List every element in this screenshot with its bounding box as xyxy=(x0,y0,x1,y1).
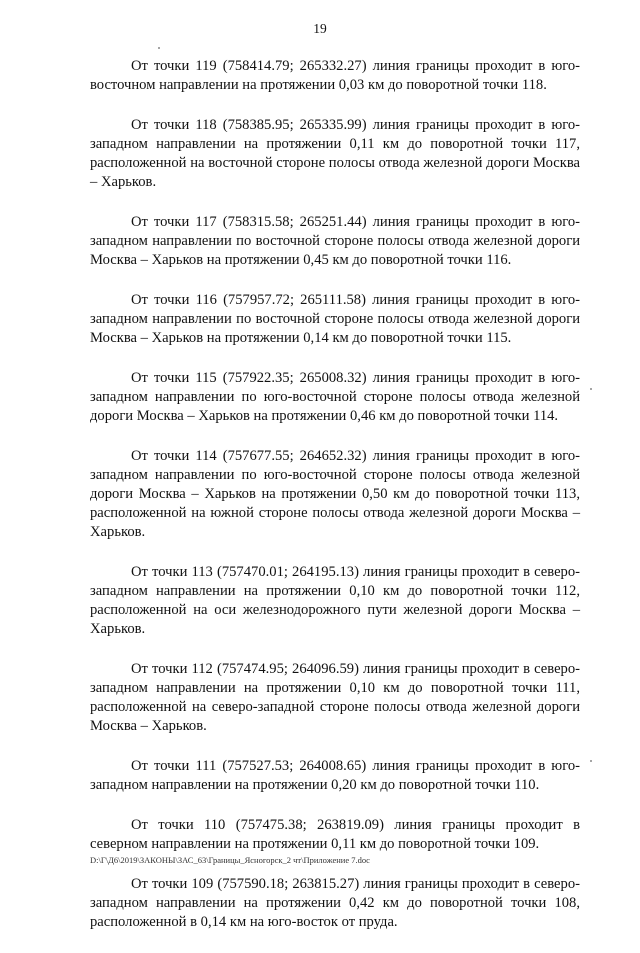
page-number: 19 xyxy=(313,21,327,36)
paragraph-point-116: От точки 116 (757957.72; 265111.58) линия границы проходит в юго-западном направлении по восточной стороне полосы отвода железной дороги Москва – Харьков на протяжении 0,14 км до поворотной точки 115. xyxy=(90,292,580,346)
paragraph-point-118: От точки 118 (758385.95; 265335.99) линия границы проходит в юго-западном направлении на протяжении 0,11 км до поворотной точки 117, расположенной на восточной стороне полосы отвода железной дороги Москва – Харьков. xyxy=(90,117,580,190)
paragraph-point-109: От точки 109 (757590.18; 263815.27) линия границы проходит в северо-западном направлении на протяжении 0,42 км до поворотной точки 108, расположенной в 0,14 км на юго-восток от пруда. xyxy=(90,876,580,930)
scan-speck xyxy=(590,388,592,390)
document-body xyxy=(90,57,580,953)
footer-file-path: D:\Г\Д6\2019\ЗАКОНЫ\ЗАС_63\Границы_Ясногорск_2 чт\Приложение 7.doc xyxy=(90,855,370,865)
scan-speck xyxy=(158,47,160,49)
paragraph-point-112: От точки 112 (757474.95; 264096.59) линия границы проходит в северо-западном направлении на протяжении 0,10 км до поворотной точки 111, расположенной на северо-западной стороне полосы отвода железной дороги Москва – Харьков. xyxy=(90,661,580,734)
paragraph-point-119: От точки 119 (758414.79; 265332.27) линия границы проходит в юго-восточном направлении на протяжении 0,03 км до поворотной точки 118. xyxy=(90,58,580,93)
paragraph-point-115: От точки 115 (757922.35; 265008.32) линия границы проходит в юго-западном направлении по юго-восточной стороне полосы отвода железной дороги Москва – Харьков на протяжении 0,46 км до поворотной точки 114. xyxy=(90,370,580,424)
paragraph-point-117: От точки 117 (758315.58; 265251.44) линия границы проходит в юго-западном направлении по восточной стороне полосы отвода железной дороги Москва – Харьков на протяжении 0,45 км до поворотной точки 116. xyxy=(90,214,580,268)
paragraph-point-114: От точки 114 (757677.55; 264652.32) линия границы проходит в юго-западном направлении по юго-восточной стороне полосы отвода железной дороги Москва – Харьков на протяжении 0,50 км до поворотной точки 113, расположенной на южной стороне полосы отвода железной дороги Москва – Харьков. xyxy=(90,448,580,540)
scan-speck xyxy=(590,760,592,762)
paragraph-point-111: От точки 111 (757527.53; 264008.65) линия границы проходит в юго-западном направлении на протяжении 0,20 км до поворотной точки 110. xyxy=(90,758,580,793)
paragraph-point-110: От точки 110 (757475.38; 263819.09) линия границы проходит в северном направлении на протяжении 0,11 км до поворотной точки 109. xyxy=(90,817,580,852)
paragraph-point-113: От точки 113 (757470.01; 264195.13) линия границы проходит в северо-западном направлении на протяжении 0,10 км до поворотной точки 112, расположенной на оси железнодорожного пути железной дороги Москва – Харьков. xyxy=(90,564,580,637)
